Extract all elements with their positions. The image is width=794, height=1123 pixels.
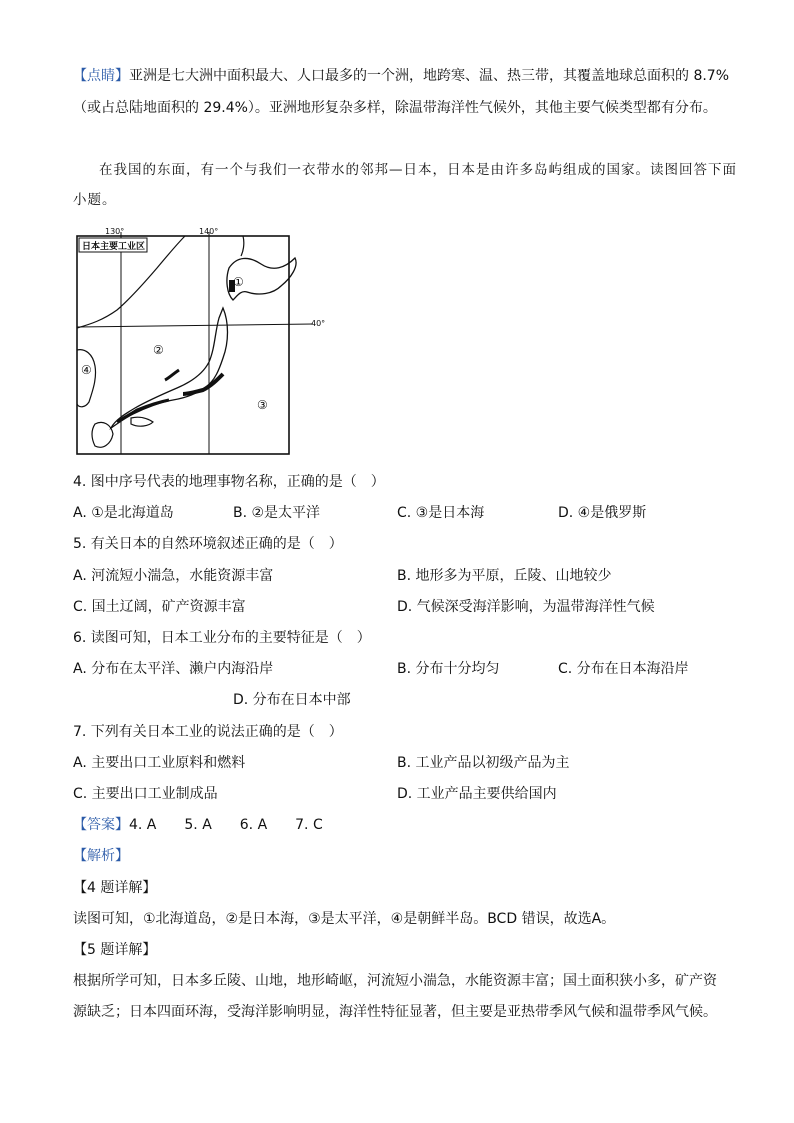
map-marker-3: ③ bbox=[257, 398, 268, 412]
q6-option-d: D. 分布在日本中部 bbox=[233, 692, 351, 708]
q4-option-c: C. ③是日本海 bbox=[397, 505, 485, 521]
q7-option-d: D. 工业产品主要供给国内 bbox=[397, 786, 557, 802]
note-tag: 【点睛】 bbox=[73, 68, 129, 84]
japan-industry-map bbox=[73, 224, 325, 458]
map-title: 日本主要工业区 bbox=[82, 242, 146, 252]
map-marker-2: ② bbox=[153, 343, 164, 357]
q5-option-a: A. 河流短小湍急，水能资源丰富 bbox=[73, 568, 274, 584]
detail-5-line-2: 源缺乏；日本四面环海，受海洋影响明显，海洋性特征显著，但主要是亚热带季风气候和温带季风气候。 bbox=[73, 1004, 717, 1020]
answer-line bbox=[73, 815, 323, 835]
answer-tag: 【答案】 bbox=[73, 817, 129, 833]
question-7-stem: 7. 下列有关日本工业的说法正确的是（ ） bbox=[73, 724, 343, 740]
question-4-stem: 4. 图中序号代表的地理事物名称，正确的是（ ） bbox=[73, 474, 385, 490]
q5-option-b: B. 地形多为平原，丘陵、山地较少 bbox=[397, 568, 612, 584]
detail-5-tag: 【5 题详解】 bbox=[73, 942, 157, 958]
detail-4-tag: 【4 题详解】 bbox=[73, 880, 157, 896]
map-svg bbox=[73, 224, 325, 458]
q6-option-c: C. 分布在日本海沿岸 bbox=[558, 661, 689, 677]
q4-option-a: A. ①是北海道岛 bbox=[73, 505, 174, 521]
q7-option-b: B. 工业产品以初级产品为主 bbox=[397, 755, 570, 771]
q4-option-b: B. ②是太平洋 bbox=[233, 505, 321, 521]
q4-option-d: D. ④是俄罗斯 bbox=[558, 505, 647, 521]
q7-option-a: A. 主要出口工业原料和燃料 bbox=[73, 755, 246, 771]
lon-140-label: 140° bbox=[199, 227, 219, 236]
q6-option-a: A. 分布在太平洋、濑户内海沿岸 bbox=[73, 661, 274, 677]
lat-40-label: 40° bbox=[311, 319, 325, 328]
detail-5-line-1: 根据所学可知，日本多丘陵、山地，地形崎岖，河流短小湍急，水能资源丰富；国土面积狭小多，矿产资 bbox=[73, 973, 717, 989]
map-marker-4: ④ bbox=[81, 363, 92, 377]
intro-line-1: 在我国的东面，有一个与我们一衣带水的邻邦—日本，日本是由许多岛屿组成的国家。读图回答下面 bbox=[99, 162, 737, 178]
note-text-1: 亚洲是七大洲中面积最大、人口最多的一个洲，地跨寒、温、热三带，其覆盖地球总面积的 8.7% bbox=[129, 68, 730, 84]
q5-option-c: C. 国土辽阔，矿产资源丰富 bbox=[73, 599, 246, 615]
map-marker-1: ① bbox=[233, 275, 244, 289]
note-line-1 bbox=[73, 66, 729, 86]
intro-line-2: 小题。 bbox=[73, 192, 117, 208]
detail-4-text: 读图可知，①北海道岛，②是日本海，③是太平洋，④是朝鲜半岛。BCD 错误，故选A。 bbox=[73, 911, 616, 927]
question-5-stem: 5. 有关日本的自然环境叙述正确的是（ ） bbox=[73, 536, 343, 552]
lon-130-label: 130° bbox=[105, 227, 125, 236]
analysis-tag: 【解析】 bbox=[73, 848, 129, 864]
q7-option-c: C. 主要出口工业制成品 bbox=[73, 786, 218, 802]
note-line-2: （或占总陆地面积的 29.4%）。亚洲地形复杂多样，除温带海洋性气候外，其他主要气候类型都有分布。 bbox=[73, 100, 717, 116]
question-6-stem: 6. 读图可知，日本工业分布的主要特征是（ ） bbox=[73, 630, 371, 646]
q6-option-b: B. 分布十分均匀 bbox=[397, 661, 500, 677]
q5-option-d: D. 气候深受海洋影响，为温带海洋性气候 bbox=[397, 599, 655, 615]
answer-text: 4. A 5. A 6. A 7. C bbox=[129, 817, 323, 833]
